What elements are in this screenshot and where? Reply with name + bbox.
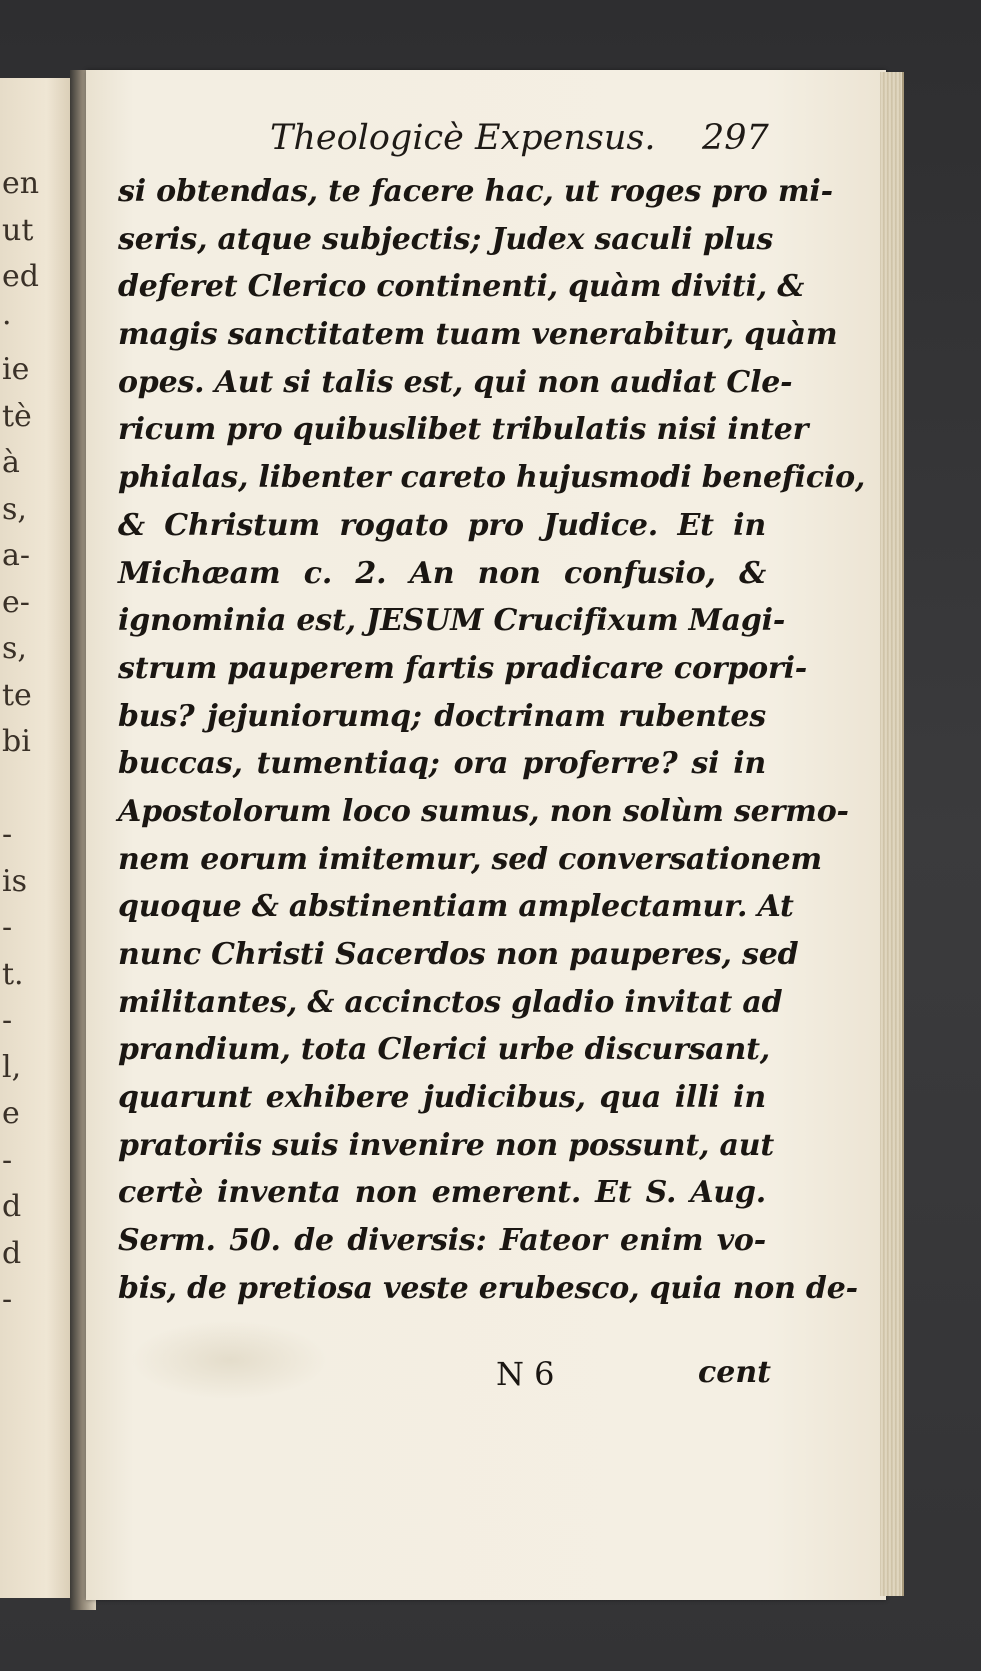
facing-page-fragment: - — [2, 910, 13, 945]
text-line: deferet Clerico continenti, quàm diviti, & — [118, 269, 805, 305]
running-title: Theologicè Expensus. — [270, 118, 656, 158]
facing-page-fragment: is — [2, 863, 27, 899]
page-footer — [118, 1355, 772, 1403]
facing-page-fragment: - — [2, 1003, 13, 1038]
facing-page-fragment: ed — [2, 259, 39, 294]
text-line: Apostolorum loco sumus, non solùm sermo- — [118, 793, 849, 829]
text-line: quoque & abstinentiam amplectamur. At — [118, 889, 794, 925]
facing-page-fragment: ie — [2, 352, 30, 387]
text-line: quarunt exhibere judicibus, qua illi in — [118, 1080, 766, 1116]
text-line: prandium, tota Clerici urbe discursant, — [118, 1032, 771, 1068]
text-line: ignominia est, JESUM Crucifixum Magi- — [118, 603, 786, 639]
facing-page-fragment: ut — [2, 212, 34, 248]
facing-page-fragment: te — [2, 677, 32, 713]
facing-page-fragment: d — [2, 1235, 22, 1271]
facing-page-fragment: s, — [2, 631, 27, 666]
signature-mark: N 6 — [496, 1355, 555, 1393]
body-text — [118, 168, 866, 1313]
text-line: militantes, & accinctos gladio invitat ad — [118, 984, 783, 1020]
text-line: pratoriis suis invenire non possunt, aut — [118, 1127, 775, 1163]
facing-page-fragment: - — [2, 817, 13, 852]
facing-page-fragment: e — [2, 1096, 20, 1131]
page-header — [270, 118, 770, 170]
facing-page-fragment: d — [2, 1189, 22, 1224]
facing-page-fragment: l, — [2, 1049, 22, 1085]
text-line: ricum pro quibuslibet tribulatis nisi inter — [118, 412, 809, 448]
text-line: Michæam c. 2. An non confusio, & — [118, 555, 766, 591]
facing-page-fragment: · — [2, 305, 12, 341]
facing-page-fragment: tè — [2, 398, 32, 434]
text-line: opes. Aut si talis est, qui non audiat Cle- — [118, 364, 793, 400]
text-line: seris, atque subjectis; Judex saculi plus — [118, 221, 774, 257]
facing-page-fragment: bi — [2, 724, 31, 759]
facing-page-fragment: - — [2, 1282, 13, 1317]
text-line: nem eorum imitemur, sed conversationem — [118, 841, 822, 877]
text-line: phialas, libenter careto hujusmodi beneficio, — [118, 460, 866, 496]
facing-page-fragment: s, — [2, 491, 27, 527]
page-number: 297 — [702, 118, 769, 158]
text-line: nunc Christi Sacerdos non pauperes, sed — [118, 937, 799, 972]
text-line: buccas, tumentiaq; ora proferre? si in — [118, 746, 766, 782]
text-line: certè inventa non emerent. Et S. Aug. — [118, 1175, 766, 1211]
facing-page-fragment: - — [2, 1142, 13, 1178]
text-line: bis, de pretiosa veste erubesco, quia non de- — [118, 1270, 858, 1306]
facing-page — [0, 78, 78, 1598]
facing-page-fragment: en — [2, 166, 40, 201]
page-edges — [880, 72, 904, 1596]
text-line: & Christum rogato pro Judice. Et in — [118, 507, 766, 543]
text-line: strum pauperem fartis pradicare corpori- — [118, 650, 808, 686]
facing-page-fragment: t. — [2, 956, 24, 992]
text-line: magis sanctitatem tuam venerabitur, quàm — [118, 317, 838, 353]
catchword: cent — [698, 1355, 772, 1390]
text-line: Serm. 50. de diversis: Fateor enim vo- — [118, 1223, 766, 1259]
text-line: bus? jejuniorumq; doctrinam rubentes — [118, 698, 766, 734]
text-line: si obtendas, te facere hac, ut roges pro mi- — [118, 174, 833, 209]
facing-page-fragment: a- — [2, 538, 31, 573]
facing-page-fragment: e- — [2, 584, 30, 620]
facing-page-fragment: à — [2, 445, 20, 480]
